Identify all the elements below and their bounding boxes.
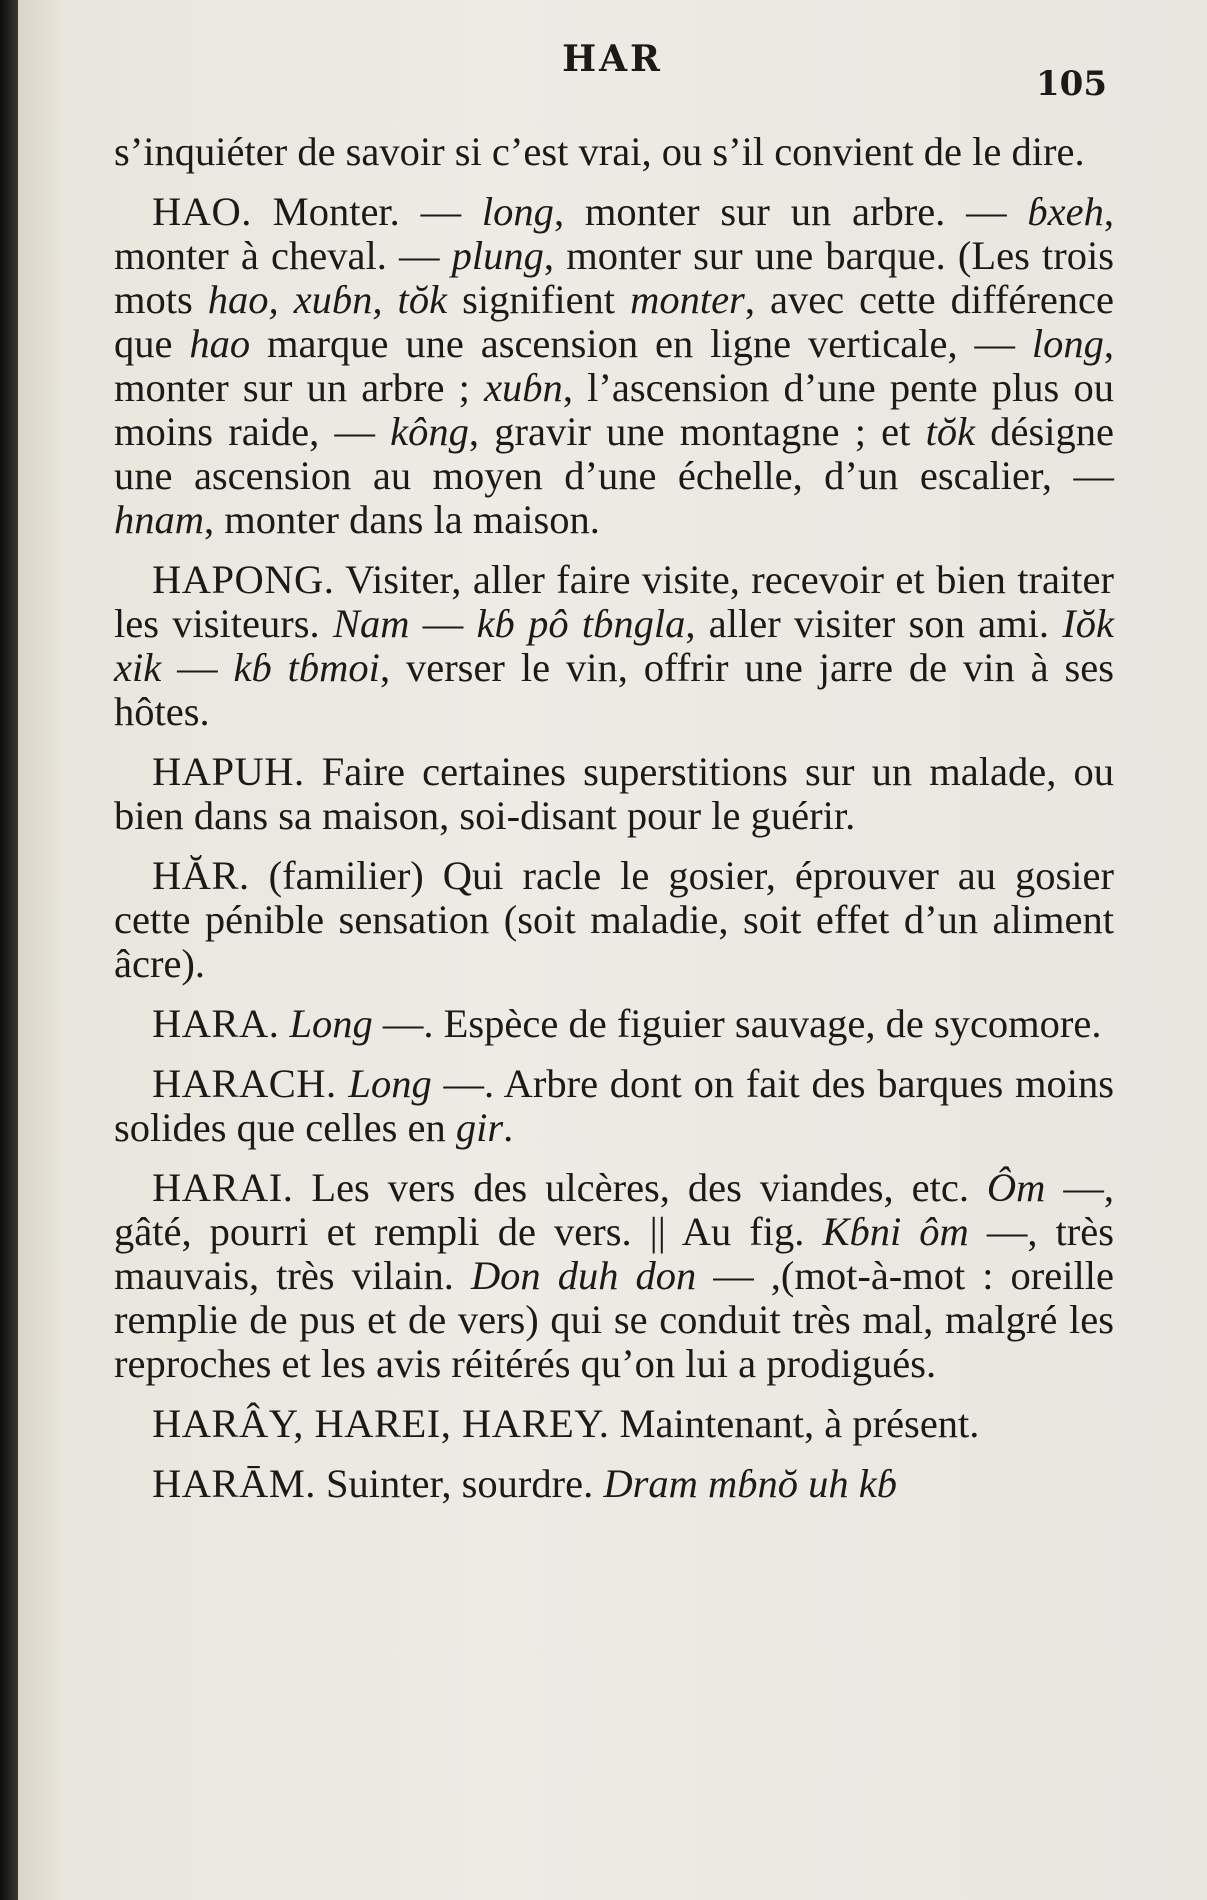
entry-text: — <box>161 645 234 690</box>
running-head: HAR <box>562 38 663 80</box>
entry-text: Monter. — <box>251 189 482 234</box>
entry-italic-term: kɓ pô tɓngla <box>476 601 686 646</box>
entry-text: Les vers des ulcères, des viandes, etc. <box>293 1165 987 1210</box>
entry-italic-term: xuɓn <box>484 365 563 410</box>
entry-text <box>337 1061 349 1106</box>
entry-text: —. Espèce de figuier sauvage, de sycomore. <box>372 1001 1102 1046</box>
entry-text: —, gâté, pourri et rempli de vers. || Au fig. <box>114 1165 1115 1254</box>
entry-text: , monter à cheval. — <box>114 189 1114 278</box>
entry-text: —. Arbre dont on fait des barques moins solides que celles en <box>114 1061 1115 1150</box>
dictionary-entry <box>114 190 1114 542</box>
entry-text: , monter sur un arbre. — <box>553 189 1028 234</box>
entry-text: Visiter, aller faire visite, recevoir et bien traiter les visiteurs. <box>114 557 1114 646</box>
entry-text <box>279 1001 289 1046</box>
dictionary-entry <box>114 750 1114 838</box>
entry-italic-term: tŏk <box>925 409 976 454</box>
entry-italic-term: monter <box>630 277 745 322</box>
entry-text: , monter sur une barque. (Les trois mots <box>114 233 1114 322</box>
dictionary-entry <box>114 1402 1114 1446</box>
entry-text: . <box>503 1105 514 1150</box>
entry-headword: HARÂY, HAREI, HAREY. <box>152 1401 610 1446</box>
entry-headword: HAPUH. <box>152 749 305 794</box>
entry-text: s’inquiéter de savoir si c’est vrai, ou s’il convient de le dire. <box>114 129 1085 174</box>
entry-headword: HARĀM. <box>152 1461 316 1506</box>
entry-continuation <box>114 130 1114 174</box>
dictionary-entry <box>114 854 1114 986</box>
entry-italic-term: hao <box>189 321 251 366</box>
entry-text: , avec cette différence que <box>114 277 1115 366</box>
entry-italic-term: ɓxeh <box>1027 189 1104 234</box>
entry-headword: HAPONG. <box>152 557 335 602</box>
entry-italic-term: Long <box>348 1061 432 1106</box>
entry-italic-term: hnam <box>114 497 204 542</box>
entry-italic-term: Long <box>289 1001 373 1046</box>
entry-headword: HARA. <box>152 1001 280 1046</box>
entry-italic-term: plung <box>451 233 544 278</box>
entry-text: marque une ascension en ligne verticale, — <box>250 321 1032 366</box>
entry-italic-term: Dram mɓnŏ uh kɓ <box>603 1461 897 1506</box>
entry-italic-term: gir <box>455 1105 504 1150</box>
entry-headword: HARAI. <box>152 1165 294 1210</box>
dictionary-entry <box>114 558 1114 734</box>
entry-italic-term: Ôm <box>986 1165 1046 1210</box>
dictionary-entry <box>114 1462 1114 1506</box>
entry-text: , gravir une montagne ; et <box>468 409 926 454</box>
entry-italic-term: long <box>481 189 554 234</box>
entry-text: — <box>409 601 477 646</box>
page-number: 105 <box>1036 64 1107 104</box>
entry-text: , monter sur un arbre ; <box>114 321 1114 410</box>
dictionary-text-block <box>114 130 1114 1522</box>
entry-italic-term: kɓ tɓmoi <box>233 645 380 690</box>
entry-italic-term: long <box>1031 321 1104 366</box>
dictionary-entry <box>114 1002 1114 1046</box>
book-spine-shadow <box>0 0 18 1900</box>
entry-italic-term: Nam <box>332 601 410 646</box>
entry-headword: HĂR. <box>152 853 250 898</box>
dictionary-entry <box>114 1166 1114 1386</box>
entry-text: , l’ascension d’une pente plus ou moins raide, — <box>114 365 1114 454</box>
entry-text: , aller visiter son ami. <box>685 601 1063 646</box>
entry-text: signifient <box>447 277 631 322</box>
entry-headword: HARACH. <box>152 1061 337 1106</box>
entry-text: Maintenant, à présent. <box>609 1401 980 1446</box>
entry-text: désigne une ascension au moyen d’une échelle, d’un escalier, — <box>114 409 1114 498</box>
entry-text: , verser le vin, offrir une jarre de vin à ses hôtes. <box>114 645 1115 734</box>
entry-italic-term: kông <box>390 409 469 454</box>
entry-text: — ,(mot-à-mot : oreille remplie de pus et de vers) qui se conduit très mal, malgré les reproches et les avis réitérés qu’on lui a prodigués. <box>114 1253 1114 1386</box>
entry-text: , monter dans la maison. <box>204 497 600 542</box>
entry-italic-term: Iŏk xik <box>114 601 1115 690</box>
entry-text: Suinter, sourdre. <box>315 1461 604 1506</box>
entry-text: Faire certaines superstitions sur un malade, ou bien dans sa maison, soi-disant pour le guérir. <box>114 749 1114 838</box>
entry-italic-term: hao, xuɓn, tŏk <box>207 277 448 322</box>
entry-italic-term: Don duh don <box>470 1253 697 1298</box>
entry-text: —, très mauvais, très vilain. <box>114 1209 1114 1298</box>
book-page <box>18 0 1207 1900</box>
dictionary-entry <box>114 1062 1114 1150</box>
entry-italic-term: Kɓni ôm <box>822 1209 969 1254</box>
entry-headword: HAO. <box>152 189 252 234</box>
entry-text: (familier) Qui racle le gosier, éprouver au gosier cette pénible sensation (soit maladie, soit effet d’un aliment âcre). <box>114 853 1114 986</box>
